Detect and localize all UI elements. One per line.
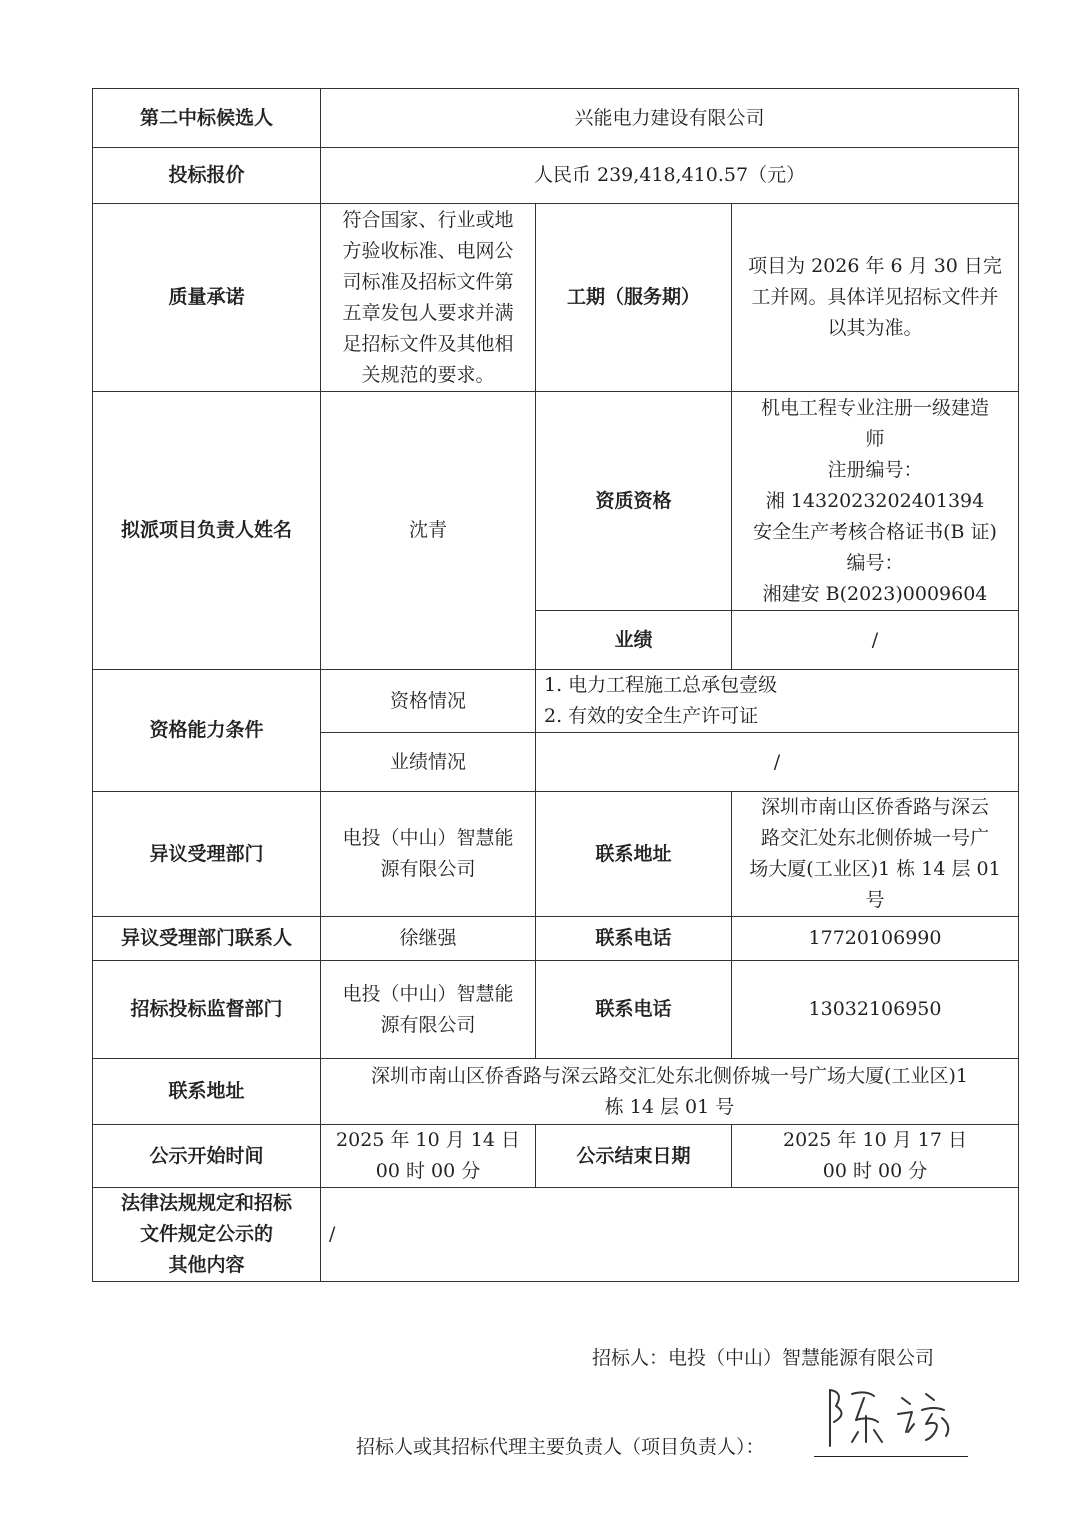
publicity-end-value: 2025 年 10 月 17 日 00 时 00 分 — [732, 1125, 1019, 1188]
responsible-person-label: 招标人或其招标代理主要负责人（项目负责人）： — [356, 1436, 765, 1458]
tenderer-line: 招标人：电投（中山）智慧能源有限公司 — [592, 1347, 935, 1369]
address-value: 深圳市南山区侨香路与深云路交汇处东北侧侨城一号广场大厦(工业区)1 栋 14 层 01 号 — [321, 1059, 1019, 1125]
other-content-label: 法律法规规定和招标 文件规定公示的 其他内容 — [93, 1188, 321, 1282]
objection-contact-label: 异议受理部门联系人 — [93, 917, 321, 961]
candidate-value: 兴能电力建设有限公司 — [321, 89, 1019, 148]
bid-price-value: 人民币 239,418,410.57（元） — [321, 148, 1019, 204]
objection-address-label: 联系地址 — [536, 792, 732, 917]
manager-name: 沈青 — [321, 392, 536, 670]
publicity-start-value: 2025 年 10 月 14 日 00 时 00 分 — [321, 1125, 536, 1188]
capability-qual-value: 1. 电力工程施工总承包壹级 2. 有效的安全生产许可证 — [536, 670, 1019, 733]
objection-phone-value: 17720106990 — [732, 917, 1019, 961]
qualification-label: 资质资格 — [536, 392, 732, 611]
objection-dept-label: 异议受理部门 — [93, 792, 321, 917]
period-label: 工期（服务期） — [536, 204, 732, 392]
manager-label: 拟派项目负责人姓名 — [93, 392, 321, 670]
candidate-label: 第二中标候选人 — [93, 89, 321, 148]
quality-label: 质量承诺 — [93, 204, 321, 392]
supervision-phone-label: 联系电话 — [536, 961, 732, 1059]
other-content-value: / — [321, 1188, 1019, 1282]
capability-label: 资格能力条件 — [93, 670, 321, 792]
capability-perf-value: / — [536, 733, 1019, 792]
performance-label: 业绩 — [536, 611, 732, 670]
address-label: 联系地址 — [93, 1059, 321, 1125]
bid-price-label: 投标报价 — [93, 148, 321, 204]
period-value: 项目为 2026 年 6 月 30 日完 工并网。具体详见招标文件并 以其为准。 — [732, 204, 1019, 392]
objection-address-value: 深圳市南山区侨香路与深云 路交汇处东北侧侨城一号广 场大厦(工业区)1 栋 14 层 01 号 — [732, 792, 1019, 917]
objection-phone-label: 联系电话 — [536, 917, 732, 961]
publicity-end-label: 公示结束日期 — [536, 1125, 732, 1188]
publicity-start-label: 公示开始时间 — [93, 1125, 321, 1188]
quality-value: 符合国家、行业或地 方验收标准、电网公 司标准及招标文件第 五章发包人要求并满 足招标文件及其他相 关规范的要求。 — [321, 204, 536, 392]
signature-line — [814, 1456, 968, 1457]
supervision-phone-value: 13032106950 — [732, 961, 1019, 1059]
capability-qual-label: 资格情况 — [321, 670, 536, 733]
performance-value: / — [732, 611, 1019, 670]
capability-perf-label: 业绩情况 — [321, 733, 536, 792]
objection-contact-value: 徐继强 — [321, 917, 536, 961]
handwritten-signature — [822, 1380, 962, 1452]
supervision-label: 招标投标监督部门 — [93, 961, 321, 1059]
objection-dept-value: 电投（中山）智慧能 源有限公司 — [321, 792, 536, 917]
bid-result-table — [92, 88, 1019, 1282]
qualification-value: 机电工程专业注册一级建造 师 注册编号： 湘 1432023202401394 安全生产考核合格证书(B 证) 编号： 湘建安 B(2023)0009604 — [732, 392, 1019, 611]
supervision-value: 电投（中山）智慧能 源有限公司 — [321, 961, 536, 1059]
